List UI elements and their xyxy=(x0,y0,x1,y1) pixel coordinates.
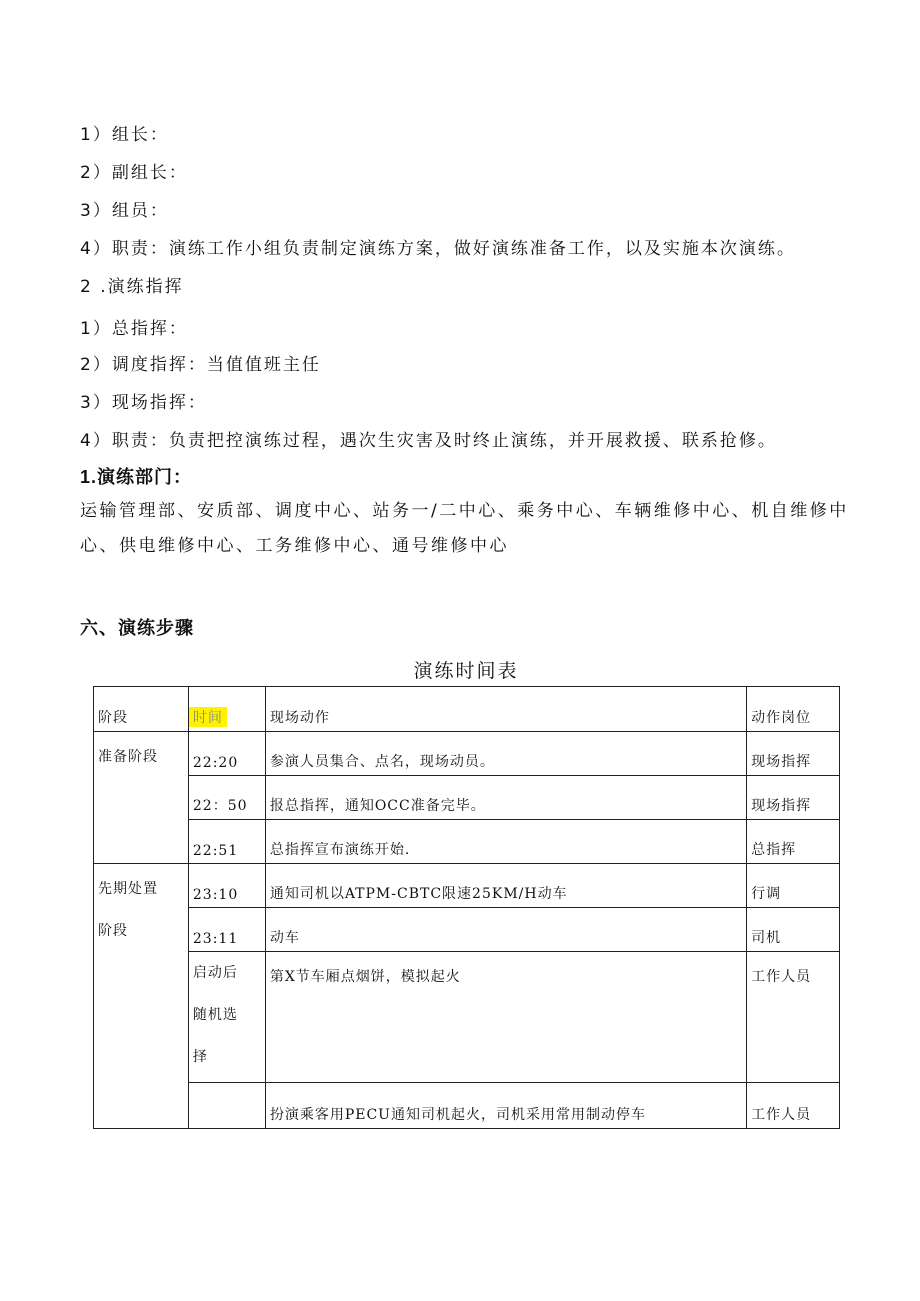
row-time: 22:51 xyxy=(188,820,265,864)
row-post: 司机 xyxy=(747,908,840,952)
early-stage-cell xyxy=(94,864,189,1129)
team-deputy: 2）副组长： xyxy=(80,163,188,183)
header-time-label: 时间 xyxy=(189,707,227,727)
table-row xyxy=(94,908,840,952)
header-action: 现场动作 xyxy=(265,687,746,732)
early-stage-line1: 先期处置 xyxy=(98,881,158,897)
header-time xyxy=(188,687,265,732)
command-site: 3）现场指挥： xyxy=(80,393,207,413)
command-dispatch: 2）调度指挥：当值值班主任 xyxy=(80,355,321,375)
row-time: 22:20 xyxy=(188,732,265,776)
row-time-line3: 择 xyxy=(192,1049,208,1065)
table-row xyxy=(94,864,840,908)
table-row xyxy=(94,1083,840,1129)
row-post: 工作人员 xyxy=(747,952,840,1083)
row-time: 23:10 xyxy=(188,864,265,908)
departments-heading: 1.演练部门： xyxy=(80,467,193,487)
row-time xyxy=(188,1083,265,1129)
row-post: 行调 xyxy=(747,864,840,908)
early-stage-line2: 阶段 xyxy=(98,923,128,939)
row-time: 22：50 xyxy=(188,776,265,820)
table-header-row xyxy=(94,687,840,732)
section6-heading: 六、演练步骤 xyxy=(80,618,194,638)
row-action: 动车 xyxy=(265,908,746,952)
row-action: 通知司机以ATPM-CBTC限速25KM/H动车 xyxy=(265,864,746,908)
row-time-random xyxy=(188,952,265,1083)
row-time-line2: 随机选 xyxy=(192,1007,238,1023)
row-action: 扮演乘客用PECU通知司机起火，司机采用常用制动停车 xyxy=(265,1083,746,1129)
row-time: 23:11 xyxy=(188,908,265,952)
prep-stage-cell: 准备阶段 xyxy=(94,732,189,864)
row-action: 报总指挥，通知OCC准备完毕。 xyxy=(265,776,746,820)
team-leader: 1）组长： xyxy=(80,125,169,145)
team-members: 3）组员： xyxy=(80,201,169,221)
row-action: 第X节车厢点烟饼，模拟起火 xyxy=(265,952,746,1083)
command-chief: 1）总指挥： xyxy=(80,319,188,339)
header-stage: 阶段 xyxy=(94,687,189,732)
table-row xyxy=(94,952,840,1083)
row-post: 工作人员 xyxy=(747,1083,840,1129)
schedule-title: 演练时间表 xyxy=(413,660,519,682)
row-action: 总指挥宣布演练开始. xyxy=(265,820,746,864)
table-row xyxy=(94,732,840,776)
row-post: 总指挥 xyxy=(747,820,840,864)
row-post: 现场指挥 xyxy=(747,776,840,820)
row-action: 参演人员集合、点名，现场动员。 xyxy=(265,732,746,776)
header-post: 动作岗位 xyxy=(747,687,840,732)
row-time-line1: 启动后 xyxy=(192,965,238,981)
command-heading: 2 .演练指挥 xyxy=(80,277,184,297)
departments-text: 运输管理部、安质部、调度中心、站务一/二中心、乘务中心、车辆维修中心、机自维修中心、供电维修中心、工务维修中心、通号维修中心 xyxy=(80,501,849,556)
team-duty: 4）职责：演练工作小组负责制定演练方案，做好演练准备工作，以及实施本次演练。 xyxy=(80,239,796,259)
command-duty: 4）职责：负责把控演练过程，遇次生灾害及时终止演练，并开展救援、联系抢修。 xyxy=(80,431,777,451)
row-post: 现场指挥 xyxy=(747,732,840,776)
table-row xyxy=(94,776,840,820)
schedule-table xyxy=(93,686,840,1129)
table-row xyxy=(94,820,840,864)
